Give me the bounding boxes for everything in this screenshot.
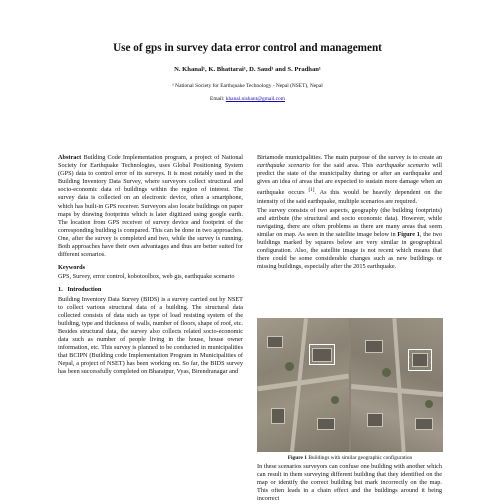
- right-column: [257, 154, 442, 272]
- abstract-heading: Abstract: [58, 154, 82, 161]
- tree: [382, 368, 391, 377]
- left-column: [58, 154, 243, 377]
- building-footprint: [317, 418, 335, 430]
- satellite-figure: [257, 318, 443, 452]
- abstract-paragraph: [58, 154, 243, 259]
- keywords-text: GPS, Survey, error control, kobotoolbox, web gis, earthquake scenario: [58, 273, 235, 281]
- introduction-heading: 1. Introduction: [58, 286, 102, 294]
- figure-caption-text: Buildings with similar geographic configuration: [306, 455, 413, 461]
- building-footprint: [271, 408, 285, 424]
- p1-emphasis-1: earthquake scenario: [257, 162, 310, 170]
- figure-ref[interactable]: Figure 1: [397, 230, 420, 238]
- p1-part-b: for the said area. This: [309, 162, 377, 170]
- figure-caption: [257, 455, 443, 461]
- right-column-bottom: [257, 463, 442, 504]
- p2-part-a: The survey consists of two aspects, geography (the building footprints) and attribute (the structural and socio economic data). However, while navigating, there are often problems as there are many areas that seem similar on map. As seen in the satellite image below in: [257, 206, 442, 238]
- tree: [331, 396, 339, 404]
- abstract-text: Building Code Implementation program, a project of National Society for Earthquake Technologies, uses Global Positioning System (GPS) data to control error of its surveys. It is most notably used in the Building Inventory Data Survey, where surveyors collect structural and socio-economic data of buildings within the region of interest. The survey data is collected on an electronic device, often a smartphone, which has built-in GPS receiver. Surveyors also locate buildings on paper maps by drawing footprints which is later digitized using google earth. The location from GPS receiver of survey device and footprint of the corresponding building is compared. This can be done in two approaches. One, after the survey is completed and two, while the survey is running. Both approaches have their own advantages and thus are better suited for different scenarios.: [58, 154, 243, 259]
- highlight-square: [309, 344, 335, 365]
- building-footprint: [415, 418, 433, 430]
- building-footprint: [267, 336, 283, 348]
- tree: [425, 400, 433, 408]
- tree: [285, 362, 294, 371]
- introduction-text: Building Inventory Data Survey (BIDS) is a survey carried out by NSET to collect various structural data of a building. The structural data collected consists of data such as type of load resisting system of the building, type and thickness of walls, number of floors, shape of roof, etc. Besides structural data, the survey also collects related socio-economic data such as number of people living in the house, house owner information, etc. This survey is planned to be conducted in municipalities that BCIPN (Building code Implementation Program in Municipalities of Nepal, a project of NSET) has been working on. So far, the BIDS survey has been successfully completed on Bharatpur, Vyas, Birendranagar and: [58, 295, 243, 376]
- right-paragraph-2: [257, 207, 442, 272]
- affiliation: ¹ National Society for Earthquake Technology - Nepal (NSET), Nepal: [172, 83, 323, 89]
- highlight-square: [408, 349, 432, 371]
- citation-ref[interactable]: [1]: [308, 187, 315, 194]
- p1-part-d: . As this would be heavily dependent on the intensity of the said earthquake, multiple scenarios are required.: [257, 189, 442, 205]
- right-paragraph-1: [257, 154, 442, 206]
- p1-part-a: Birtamode municipalities. The main purpose of the survey is to create an: [257, 154, 442, 161]
- email-line: [20, 96, 475, 102]
- email-label: Email:: [210, 96, 226, 102]
- email-link[interactable]: khanal.nishant@gmail.com: [225, 96, 285, 102]
- p1-emphasis-2: earthquake scenario: [376, 162, 430, 170]
- keywords-heading: Keywords: [58, 264, 86, 272]
- right-paragraph-3: In these scenarios surveyors can confuse one building with another which can result in them surveying different building that they identified on the map or identify the correct building but mark incorrectly on the map. This often leads in a chain effect and the buildings around it being incorrect: [257, 463, 442, 503]
- figure-caption-label: Figure 1: [287, 455, 307, 461]
- p2-part-b: , the two buildings marked by squares below are very similar in geographical configuration. Also, the satellite image is not recent which means that there could be some considerable changes such as new buildings or missing buildings, especially after the 2015 earthquake.: [257, 230, 442, 271]
- p1-part-c: will predict the state of the municipality during or after an earthquake and gives an idea of areas that are expected to sustain more damage when an earthquake occurs: [257, 162, 443, 197]
- building-footprint: [367, 413, 383, 427]
- paper-title: Use of gps in survey data error control and management: [113, 42, 382, 54]
- building-footprint: [365, 340, 383, 353]
- author-list: N. Khanal¹, K. Bhattarai¹, D. Saud¹ and S. Pradhan¹: [174, 66, 321, 73]
